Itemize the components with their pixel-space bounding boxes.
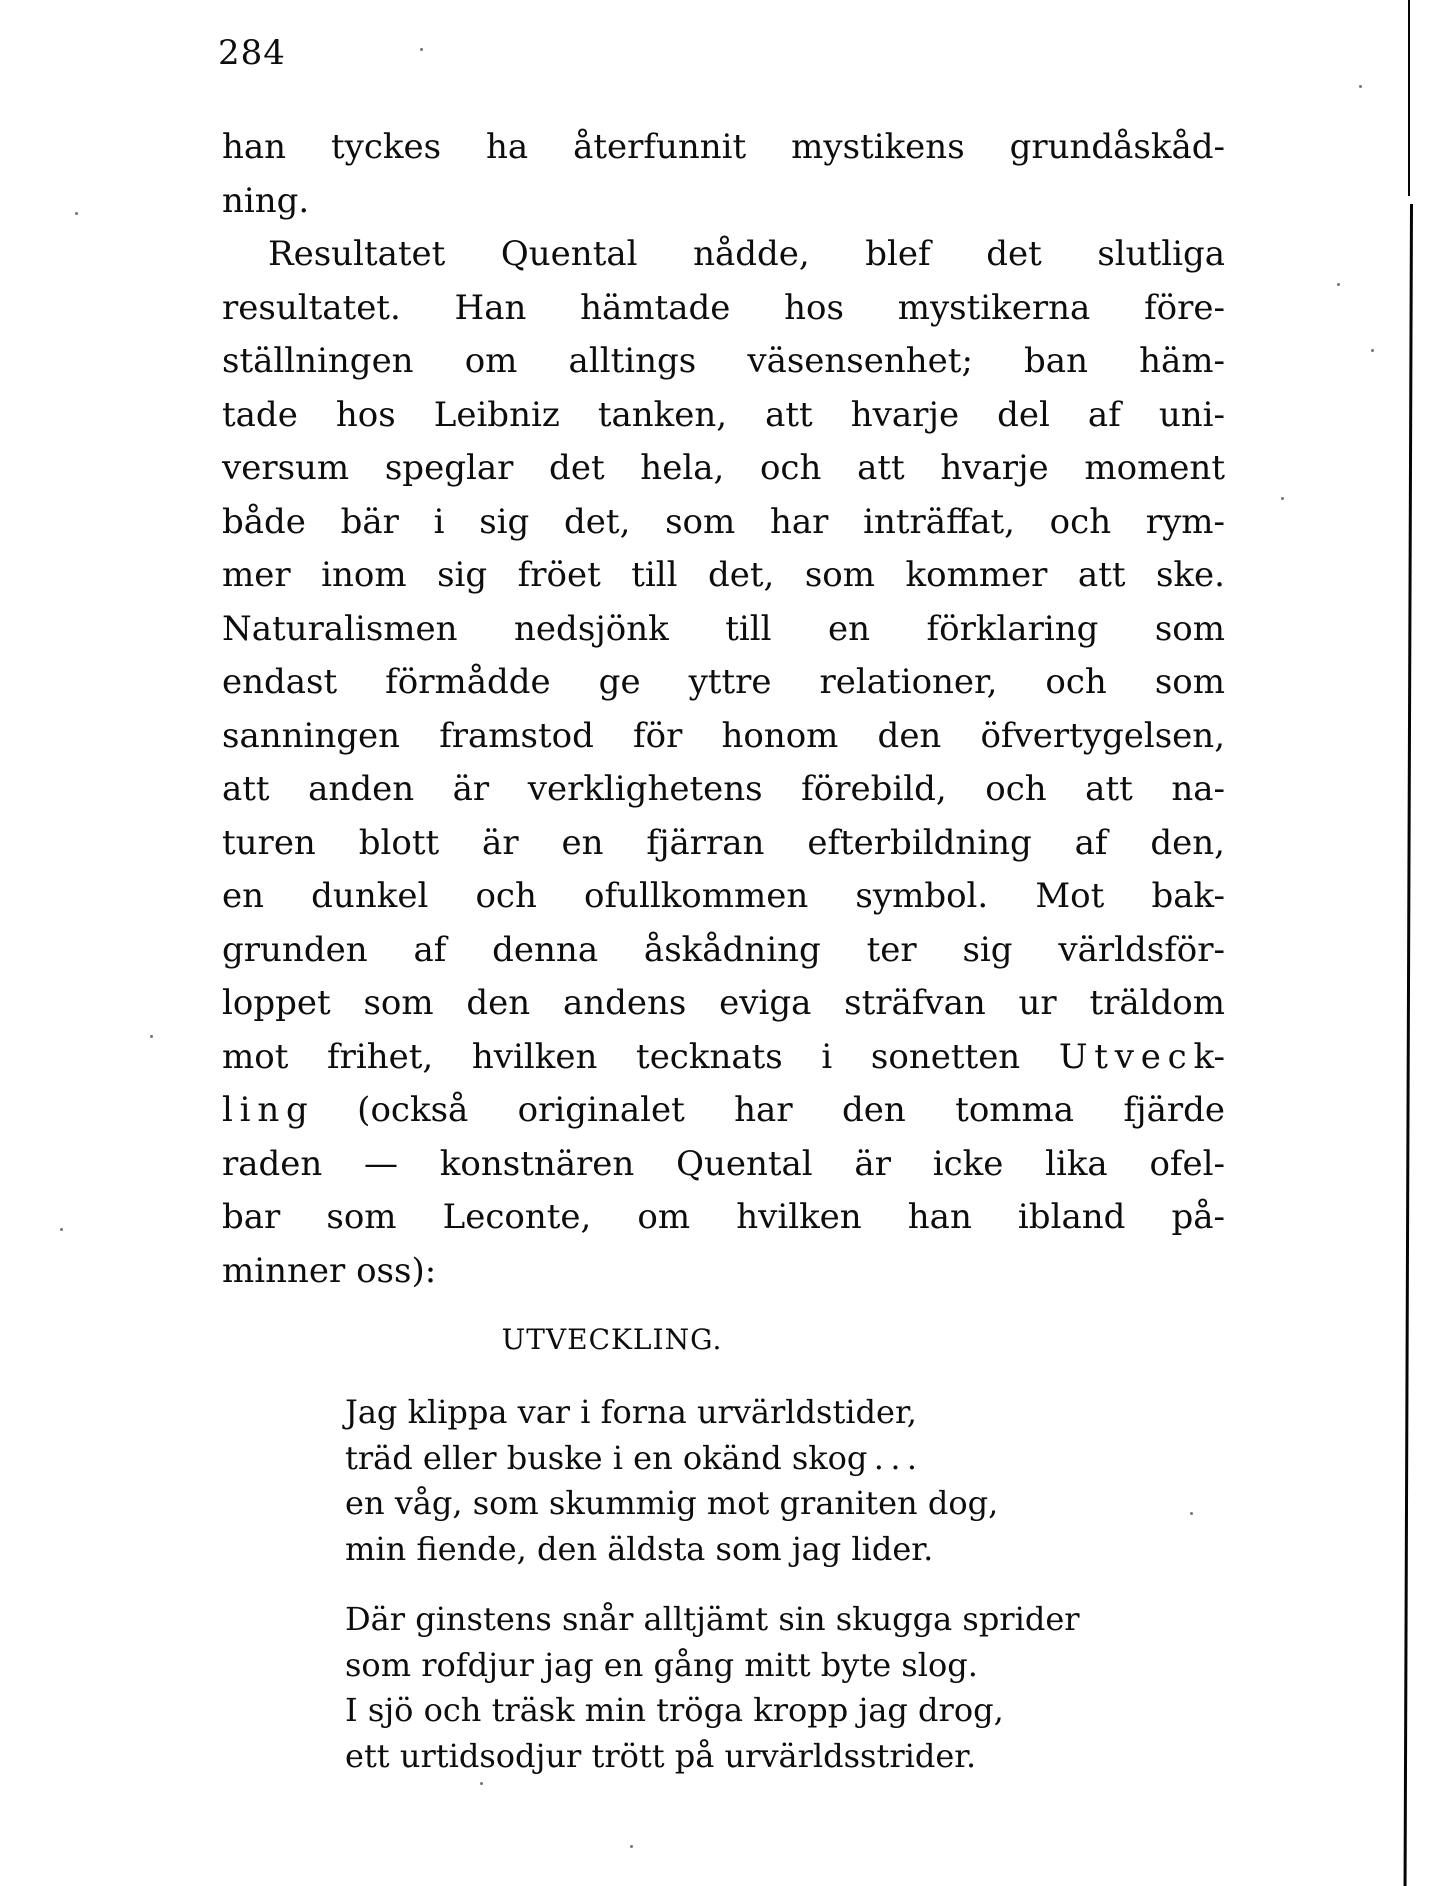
body-text-line: versum speglar det hela, och att hvarje moment (222, 448, 1225, 488)
poem-line: träd eller buske i en okänd skog . . . (345, 1438, 918, 1477)
body-text-line: Resultatet Quental nådde, blef det slutliga (268, 234, 1225, 274)
body-text-line: att anden är verklighetens förebild, och att na- (222, 769, 1225, 809)
body-text-line: l i n g (också originalet har den tomma fjärde (222, 1090, 1225, 1130)
body-text-line: Naturalismen nedsjönk till en förklaring som (222, 608, 1225, 649)
body-text-line: sanningen framstod för honom den öfvertygelsen, (222, 715, 1225, 756)
page-number: 284 (218, 33, 286, 73)
scan-speck (150, 1035, 153, 1038)
body-text-line: grunden af denna åskådning ter sig världsför- (222, 929, 1225, 970)
poem-line: Jag klippa var i forna urvärldstider, (345, 1393, 917, 1431)
body-text-line: raden — konstnären Quental är icke lika ofel- (222, 1143, 1225, 1184)
poem-line: en våg, som skummig mot graniten dog, (345, 1484, 999, 1522)
scan-speck (1337, 283, 1340, 286)
poem-line: som rofdjur jag en gång mitt byte slog. (345, 1645, 978, 1684)
poem-stanza (345, 1597, 1245, 1779)
body-text-line: han tyckes ha återfunnit mystikens grundåskåd- (222, 127, 1225, 167)
scan-speck (630, 1845, 633, 1848)
poem-stanza (345, 1390, 1245, 1572)
body-text-line: en dunkel och ofullkommen symbol. Mot bak- (222, 876, 1225, 916)
poem (345, 1390, 1245, 1779)
margin-rule-line (1404, 204, 1413, 1886)
body-text-line: resultatet. Han hämtade hos mystikerna före- (222, 287, 1225, 328)
body-text-line: ställningen om alltings väsensenhet; ban häm- (222, 341, 1225, 381)
body-text-line: minner oss): (222, 1250, 437, 1291)
poem-title: UTVECKLING. (501, 1323, 723, 1356)
body-text-line: ning. (222, 180, 310, 221)
body-text-line: endast förmådde ge yttre relationer, och som (222, 662, 1225, 702)
margin-rule-line (1408, 0, 1410, 196)
body-text-line: turen blott är en fjärran efterbildning af den, (222, 822, 1225, 863)
scan-speck (420, 48, 423, 51)
scan-speck (1190, 1512, 1193, 1515)
poem-line: ett urtidsodjur trött på urvärldsstrider. (345, 1736, 977, 1775)
scan-speck (60, 1228, 63, 1231)
body-text-line: mer inom sig fröet till det, som kommer att ske. (222, 555, 1225, 595)
body-text (222, 121, 1225, 1298)
body-text-line: både bär i sig det, som har inträffat, och rym- (222, 501, 1225, 542)
scan-speck (480, 1782, 483, 1785)
body-text-line: tade hos Leibniz tanken, att hvarje del af uni- (222, 394, 1225, 435)
poem-line: min fiende, den äldsta som jag lider. (345, 1529, 934, 1568)
scan-speck (1371, 349, 1374, 352)
poem-line: Där ginstens snår alltjämt sin skugga sprider (345, 1600, 1080, 1638)
scan-speck (1359, 85, 1362, 88)
scan-speck (75, 212, 78, 215)
poem-line: I sjö och träsk min tröga kropp jag drog, (345, 1691, 1004, 1729)
body-text-line: mot frihet, hvilken tecknats i sonetten U t v e c k- (222, 1036, 1225, 1077)
scan-speck (1281, 497, 1284, 500)
body-text-line: loppet som den andens eviga sträfvan ur träldom (222, 983, 1225, 1023)
body-text-line: bar som Leconte, om hvilken han ibland på- (222, 1197, 1225, 1237)
